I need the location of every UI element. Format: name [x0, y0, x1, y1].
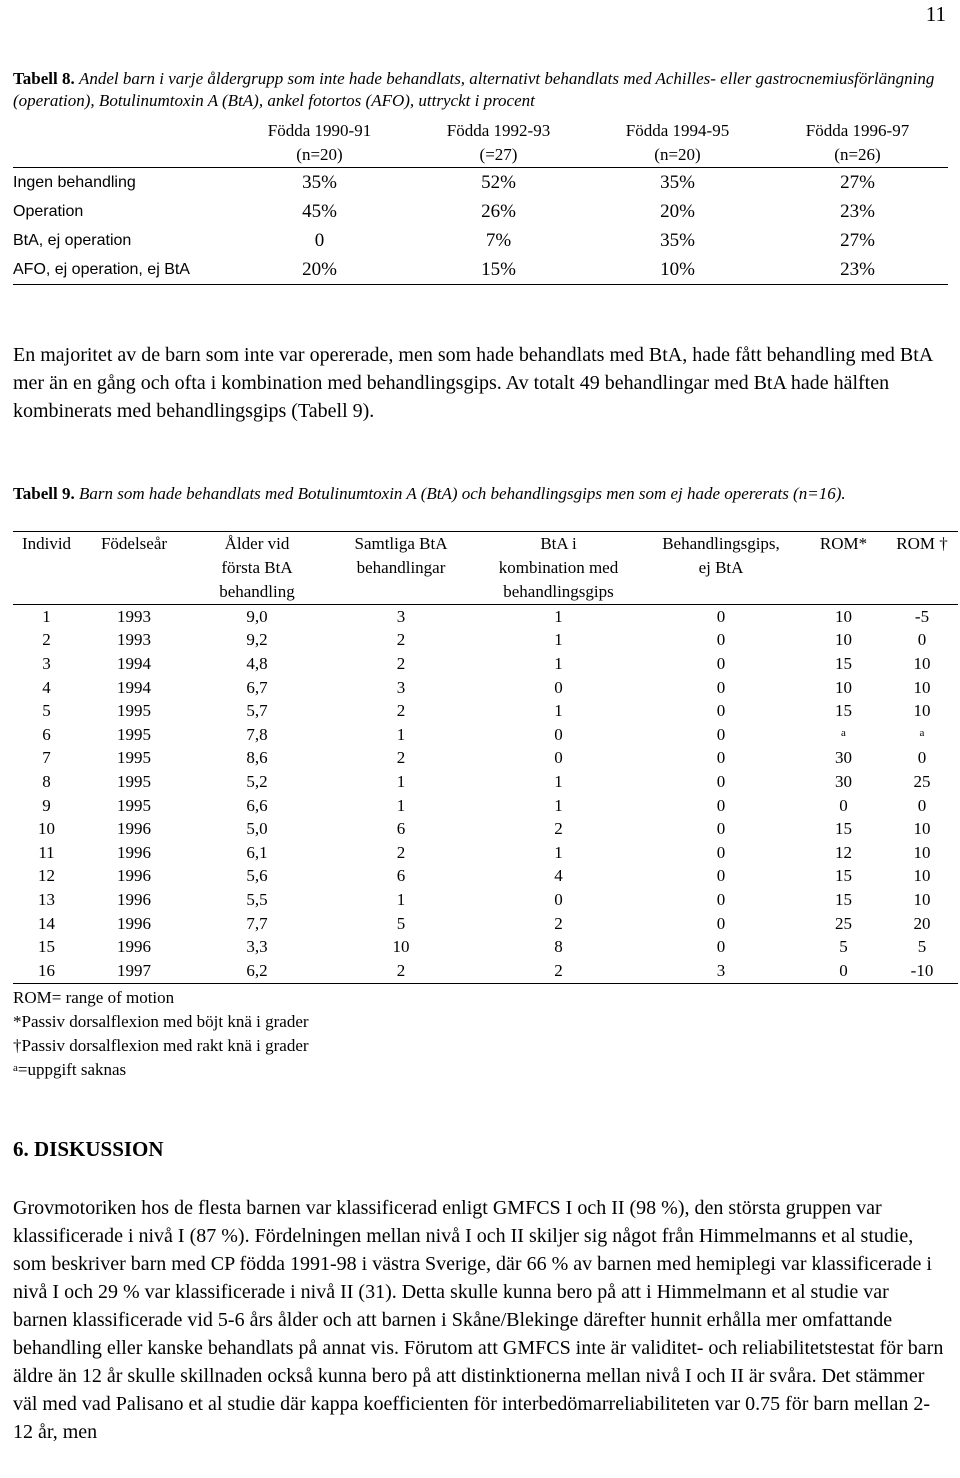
- table9-cell: 0: [716, 819, 726, 839]
- table9-cell: 0: [554, 724, 563, 744]
- table8-row-label: AFO, ej operation, ej BtA: [13, 260, 190, 278]
- table9-cell: 6,7: [246, 677, 268, 697]
- table8-cell: 45%: [302, 200, 337, 222]
- table9-row: [13, 794, 958, 818]
- table9-row: [13, 959, 958, 983]
- table8-corner: [13, 119, 230, 168]
- table9-cell: 1994: [117, 653, 151, 673]
- table9-cell: 2: [396, 653, 406, 673]
- table9-cell: 6: [42, 724, 51, 744]
- table9-cell: 6,6: [246, 795, 268, 815]
- table9-row: [13, 699, 958, 723]
- table9-cell: 5: [839, 937, 848, 957]
- table8-col-header: Födda 1990-91 (n=20): [267, 121, 372, 164]
- note-missing: $^a$=uppgift saknas: [13, 1060, 127, 1079]
- table8-cell: 23%: [840, 258, 875, 280]
- table9-cell: 5,5: [246, 889, 268, 909]
- table9-row: [13, 770, 958, 794]
- table9-col-header: Samtliga BtA behandlingar: [354, 534, 448, 577]
- table9-row: [13, 817, 958, 841]
- table9-cell: 0: [917, 748, 927, 768]
- table9-cell: 2: [42, 630, 51, 650]
- table8-col-header: Födda 1996-97 (n=26): [805, 121, 910, 164]
- table9-cell: 15: [835, 653, 852, 673]
- table9-row: [13, 747, 958, 771]
- table9-cell: 0: [716, 913, 726, 933]
- table9-cell: 15: [835, 701, 852, 721]
- table9-cell: 7: [42, 748, 51, 768]
- table8-row: [13, 226, 948, 255]
- table9-cell: 1: [554, 701, 563, 721]
- table9-cell: 1996: [117, 913, 151, 933]
- table9-row: [13, 888, 958, 912]
- table9-cell: 0: [554, 748, 563, 768]
- table9-cell: -10: [910, 960, 934, 980]
- table9-cell: 0: [716, 701, 726, 721]
- table9-cell: 3: [396, 606, 406, 626]
- table9-row: [13, 629, 958, 653]
- table9-cell: 5,2: [246, 771, 268, 791]
- table9-cell: 5,0: [246, 819, 268, 839]
- paragraph-btA-summary: En majoritet av de barn som inte var opererade, men som hade behandlats med BtA, hade fått behandling med BtA mer än en gång och ofta i kombination med behandlingsgips. Av totalt 49 behandlingar med BtA hade hälften kombinerats med behandlingsgips (Tabell 9).: [13, 344, 933, 422]
- table8-cell: 26%: [481, 200, 516, 222]
- table9-row: [13, 652, 958, 676]
- table9-cell: 10: [913, 866, 931, 886]
- table8-caption: [13, 68, 948, 112]
- table9-cell: 7,7: [246, 913, 268, 933]
- table9-cell: 4: [42, 677, 51, 697]
- table9-cell: 3: [396, 677, 406, 697]
- table9-cell: 1995: [117, 724, 151, 744]
- table9-row: [13, 605, 958, 629]
- table9-cell: 9: [42, 795, 51, 815]
- table9-cell: 15: [835, 866, 852, 886]
- table8-label: Tabell 8.: [13, 69, 75, 88]
- table9-col-header: Behandlingsgips, ej BtA: [662, 534, 780, 577]
- table9-cell: 1996: [117, 889, 151, 909]
- table9-cell: 15: [835, 889, 852, 909]
- table9-cell: 20: [913, 913, 931, 933]
- table9-cell: -5: [914, 606, 930, 626]
- table9-cell: 25: [835, 913, 852, 933]
- table9-col-header: ROM*: [819, 534, 868, 553]
- table9-cell: 15: [835, 819, 852, 839]
- table9-cell: 6: [396, 866, 406, 886]
- table8-row: [13, 197, 948, 226]
- table9-cell: 1: [554, 630, 563, 650]
- table9-cell: 30: [835, 748, 852, 768]
- table9-cell: 1993: [117, 606, 151, 626]
- table9-cell: 10: [913, 653, 931, 673]
- table9-cell: 1996: [117, 866, 151, 886]
- table9-cell: 2: [554, 960, 563, 980]
- table9-cell: 12: [835, 842, 852, 862]
- table8-row: [13, 168, 948, 198]
- table9-cell: 0: [716, 653, 726, 673]
- table9-cell: 5: [396, 913, 406, 933]
- table9-cell: 0: [917, 630, 927, 650]
- table9-cell: 10: [913, 889, 931, 909]
- table9-cell: 2: [396, 748, 406, 768]
- table8-col-header: Födda 1994-95 (n=20): [625, 121, 730, 164]
- table9-cell: 5: [917, 937, 927, 957]
- table8-cell: 20%: [660, 200, 695, 222]
- table9-cell: 1: [396, 795, 406, 815]
- table9-cell: 13: [38, 889, 55, 909]
- table9-col-header: ROM †: [896, 534, 948, 553]
- table9-cell: 0: [917, 795, 927, 815]
- page-number: 11: [925, 2, 946, 26]
- table8-cell: 15%: [481, 258, 516, 280]
- table8-row: [13, 255, 948, 285]
- table9-cell: 1997: [117, 960, 151, 980]
- table8-cell: 10%: [660, 258, 695, 280]
- table9-col-header: Ålder vid första BtA behandling: [219, 534, 295, 601]
- table9-cell: 3: [42, 653, 51, 673]
- table9-cell: 2: [396, 701, 406, 721]
- table9-cell: 1995: [117, 795, 151, 815]
- table9-cell: 0: [716, 889, 726, 909]
- table9-cell: 2: [554, 913, 563, 933]
- table9-cell: 0: [554, 677, 563, 697]
- table8-cell: 27%: [840, 171, 875, 193]
- table9-row: [13, 935, 958, 959]
- table9-cell: 2: [396, 842, 406, 862]
- table9-cell: 0: [716, 677, 726, 697]
- table9-cell: 10: [913, 842, 931, 862]
- table9-cell: 0: [554, 889, 563, 909]
- table9-cell: 1996: [117, 842, 151, 862]
- table9-cell: 0: [716, 724, 726, 744]
- table8: [13, 119, 948, 285]
- table9-cell: 1995: [117, 748, 151, 768]
- table9-cell: a: [841, 726, 846, 739]
- table9-cell: 0: [716, 842, 726, 862]
- table8-header-row: [13, 119, 948, 168]
- table9-col-header: Individ: [21, 534, 72, 553]
- table9-cell: 1995: [117, 771, 151, 791]
- table9-cell: 1996: [117, 819, 151, 839]
- table8-caption-text: Andel barn i varje åldergrupp som inte hade behandlats, alternativt behandlats med Achilles- eller gastrocnemiusförlängning (operation), Botulinumtoxin A (BtA), ankel fotortos (AFO), uttryckt i procent: [13, 69, 935, 110]
- table9-cell: 0: [716, 937, 726, 957]
- table9-cell: 0: [716, 630, 726, 650]
- table9-cell: 10: [835, 606, 852, 626]
- table9-cell: 3: [716, 960, 726, 980]
- table9-cell: 4: [554, 866, 563, 886]
- table9-cell: 1: [554, 771, 563, 791]
- table9-cell: 10: [38, 819, 55, 839]
- table9-cell: 10: [913, 819, 931, 839]
- table9-cell: 8,6: [246, 748, 268, 768]
- table9-cell: 8: [42, 771, 51, 791]
- table9-notes: [13, 986, 309, 1082]
- table9-row: [13, 865, 958, 889]
- note-passive-straight: †Passiv dorsalflexion med rakt knä i grader: [13, 1036, 309, 1055]
- table8-cell: 7%: [485, 229, 512, 251]
- table8-row-label: BtA, ej operation: [13, 231, 132, 249]
- section-heading: 6. DISKUSSION: [13, 1137, 164, 1161]
- table9-cell: 2: [396, 630, 406, 650]
- table9-cell: 0: [716, 748, 726, 768]
- table8-cell: 35%: [660, 171, 695, 193]
- table9-col-header: Födelseår: [100, 534, 168, 553]
- table9-cell: 1: [554, 606, 563, 626]
- table9-cell: 2: [396, 960, 406, 980]
- table9-row: [13, 841, 958, 865]
- table9-cell: 10: [392, 937, 410, 957]
- table9-cell: 1994: [117, 677, 151, 697]
- table8-cell: 52%: [481, 171, 516, 193]
- table8-cell: 20%: [302, 258, 337, 280]
- table9-cell: 10: [835, 630, 852, 650]
- table9-row: [13, 912, 958, 936]
- table9-cell: 1: [554, 795, 563, 815]
- table9-cell: 15: [38, 937, 55, 957]
- table9-cell: 10: [913, 701, 931, 721]
- table9-cell: 0: [839, 960, 848, 980]
- table8-cell: 23%: [840, 200, 875, 222]
- table9-cell: 0: [839, 795, 848, 815]
- table9-cell: 0: [716, 866, 726, 886]
- table9-cell: 0: [716, 771, 726, 791]
- table9-cell: 7,8: [246, 724, 268, 744]
- table9-caption: [13, 483, 948, 505]
- table9-cell: 10: [835, 677, 852, 697]
- table9-cell: 25: [913, 771, 931, 791]
- table9-cell: 1: [42, 606, 51, 626]
- table9-cell: 1: [396, 889, 406, 909]
- table9-cell: 10: [913, 677, 931, 697]
- table9-cell: 1995: [117, 701, 151, 721]
- table8-cell: 27%: [840, 229, 875, 251]
- note-rom: ROM= range of motion: [13, 988, 175, 1007]
- table9-cell: 5,7: [246, 701, 268, 721]
- table9-row: [13, 723, 958, 747]
- table9-cell: 12: [38, 866, 55, 886]
- table8-cell: 0: [314, 229, 325, 251]
- table9-cell: 1: [396, 771, 406, 791]
- table9-cell: 1: [396, 724, 406, 744]
- table9-cell: 6,1: [246, 842, 268, 862]
- table9-cell: 3,3: [246, 937, 268, 957]
- table8-cell: 35%: [660, 229, 695, 251]
- table9-cell: 1996: [117, 937, 151, 957]
- table8-row-label: Operation: [13, 202, 84, 220]
- table9-cell: 16: [38, 960, 55, 980]
- table9: [13, 531, 958, 984]
- table9-cell: a: [919, 726, 925, 739]
- table9-cell: 2: [554, 819, 563, 839]
- table9-cell: 6,2: [246, 960, 268, 980]
- table9-cell: 1: [554, 653, 563, 673]
- table9-header-row: [13, 532, 958, 605]
- paragraph-discussion: Grovmotoriken hos de flesta barnen var klassificerad enligt GMFCS I och II (98 %), den största gruppen var klassificerade i nivå I (87 %). Fördelningen mellan nivå I och II skiljer sig något från Himmelmanns et al studie, som beskriver barn med CP födda 1991-98 i västra Sverige, där 66 % av barnen med hemiplegi var klassificerade i nivå I och 29 % var klassificerade i nivå II (31). Detta skulle kunna bero på att i Himmelmann et al studie var barnen klassificerade vid 5-6 års ålder och att barnen i Skåne/Blekinge därefter hunnit erhålla mer omfattande behandling eller kanske behandlats på annat vis. Förutom att GMFCS inte är validitet- och reliabilitetstestat för barn äldre än 12 år skulle skillnaden också kunna bero på att distinktionerna mellan nivå I och II är svåra. Det stämmer väl med vad Palisano et al studie där kappa koefficienten för interbedömarreliabiliteten var 0.75 för barn mellan 2-12 år, men: [13, 1197, 944, 1443]
- table8-row-label: Ingen behandling: [13, 173, 136, 191]
- table9-cell: 5: [42, 701, 51, 721]
- table8-col-header: Födda 1992-93 (=27): [446, 121, 551, 164]
- table9-cell: 6: [396, 819, 406, 839]
- table9-cell: 0: [716, 795, 726, 815]
- table9-caption-text: Barn som hade behandlats med Botulinumtoxin A (BtA) och behandlingsgips men som ej hade opererats (n=16).: [78, 484, 846, 503]
- note-passive-bent: *Passiv dorsalflexion med böjt knä i grader: [13, 1012, 309, 1031]
- table9-cell: 8: [554, 937, 563, 957]
- table9-cell: 30: [835, 771, 852, 791]
- table9-cell: 5,6: [246, 866, 268, 886]
- table9-cell: 1: [554, 842, 563, 862]
- table9-cell: 1993: [117, 630, 151, 650]
- table9-cell: 0: [716, 606, 726, 626]
- table9-row: [13, 676, 958, 700]
- table9-cell: 11: [38, 842, 55, 862]
- table9-cell: 9,2: [246, 630, 268, 650]
- table9-cell: 4,8: [246, 653, 268, 673]
- table9-label: Tabell 9.: [13, 484, 75, 503]
- table8-cell: 35%: [302, 171, 337, 193]
- table9-cell: 14: [38, 913, 55, 933]
- table9-cell: 9,0: [246, 606, 268, 626]
- table9-col-header: BtA i kombination med behandlingsgips: [498, 534, 619, 601]
